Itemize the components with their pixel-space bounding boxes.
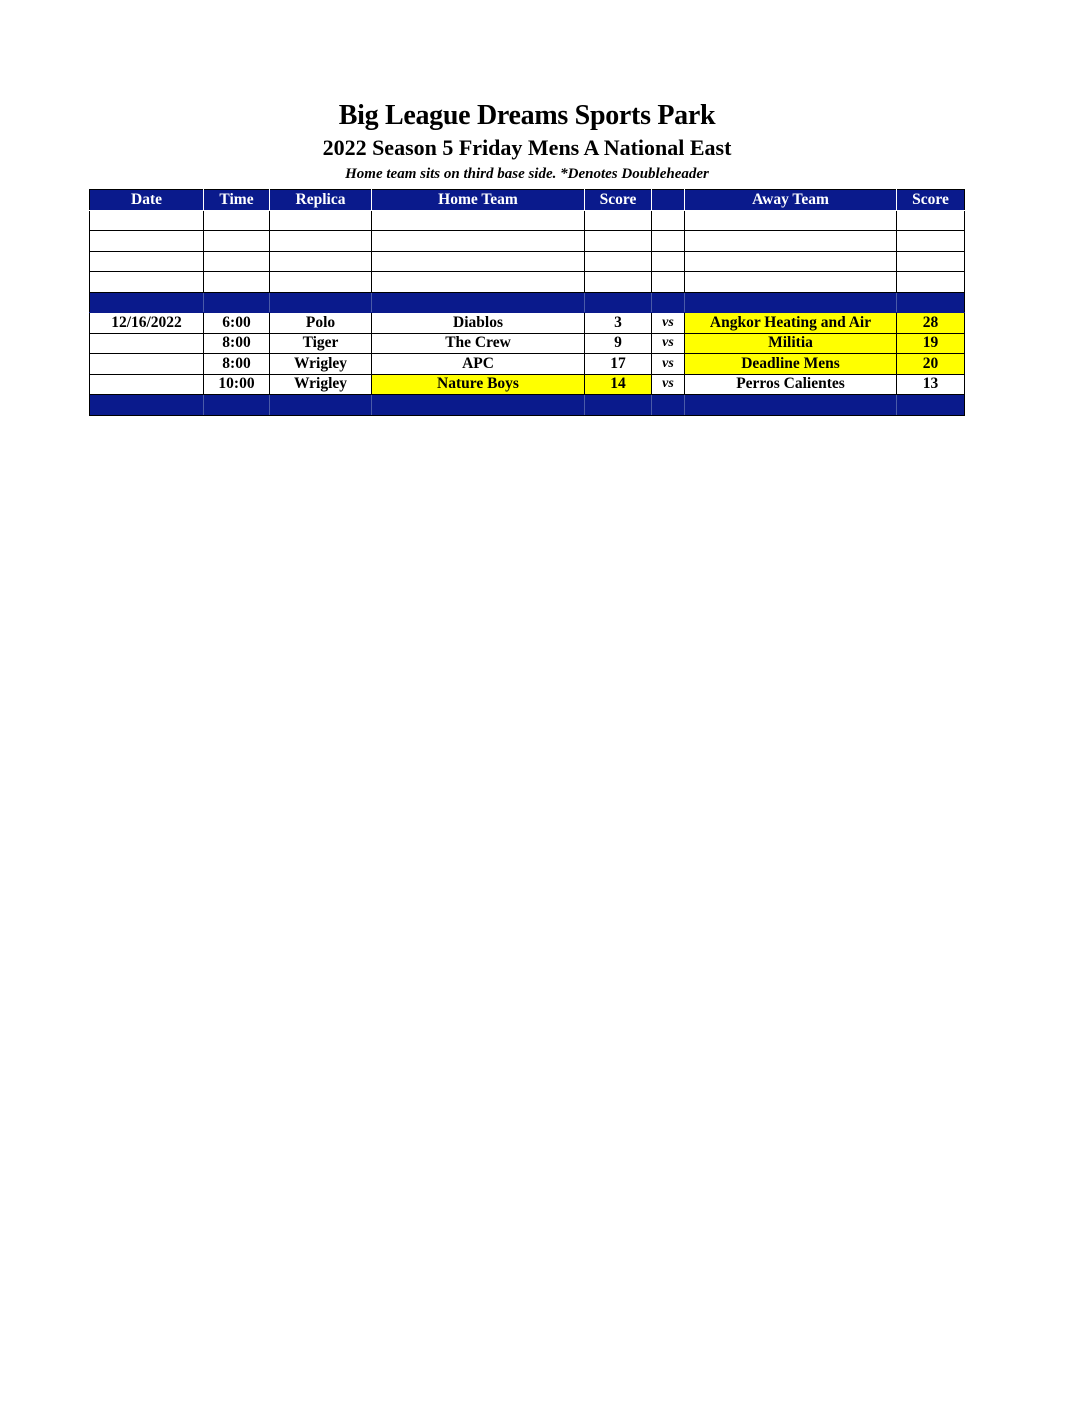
col-vs-header [652,190,685,211]
home-score: 17 [585,354,652,375]
home-score: 9 [585,333,652,354]
away-score: 28 [897,313,965,334]
home-team: Diablos [372,313,585,334]
game-replica: Tiger [270,333,372,354]
col-away-score-header: Score [897,190,965,211]
game-time: 6:00 [204,313,270,334]
vs-label: vs [652,354,685,375]
col-home-score-header: Score [585,190,652,211]
separator-row [90,292,965,313]
header-row [90,190,965,211]
vs-label: vs [652,374,685,395]
season-subtitle: 2022 Season 5 Friday Mens A National East [322,135,732,160]
game-date: 12/16/2022 [90,313,204,334]
col-time-header: Time [204,190,270,211]
game-replica: Polo [270,313,372,334]
away-team: Perros Calientes [685,374,897,395]
col-date-header: Date [90,190,204,211]
empty-row [90,272,965,293]
game-row [90,374,965,395]
away-team: Militia [685,333,897,354]
empty-row [90,210,965,231]
game-date [90,374,204,395]
col-away-team-header: Away Team [685,190,897,211]
vs-label: vs [652,313,685,334]
game-date [90,354,204,375]
game-row [90,354,965,375]
schedule-note: Home team sits on third base side. *Denotes Doubleheader [345,166,709,182]
away-score: 13 [897,374,965,395]
home-score: 3 [585,313,652,334]
away-score: 19 [897,333,965,354]
game-row [90,313,965,334]
game-replica: Wrigley [270,374,372,395]
footer-separator-row [90,395,965,416]
away-score: 20 [897,354,965,375]
home-team: The Crew [372,333,585,354]
empty-row [90,231,965,252]
game-time: 10:00 [204,374,270,395]
home-team: Nature Boys [372,374,585,395]
game-date [90,333,204,354]
game-time: 8:00 [204,333,270,354]
page-title: Big League Dreams Sports Park [338,100,716,131]
schedule-table [89,189,965,416]
away-team: Angkor Heating and Air [685,313,897,334]
game-time: 8:00 [204,354,270,375]
vs-label: vs [652,333,685,354]
game-row [90,333,965,354]
col-home-team-header: Home Team [372,190,585,211]
col-replica-header: Replica [270,190,372,211]
empty-row [90,251,965,272]
game-replica: Wrigley [270,354,372,375]
home-score: 14 [585,374,652,395]
away-team: Deadline Mens [685,354,897,375]
home-team: APC [372,354,585,375]
